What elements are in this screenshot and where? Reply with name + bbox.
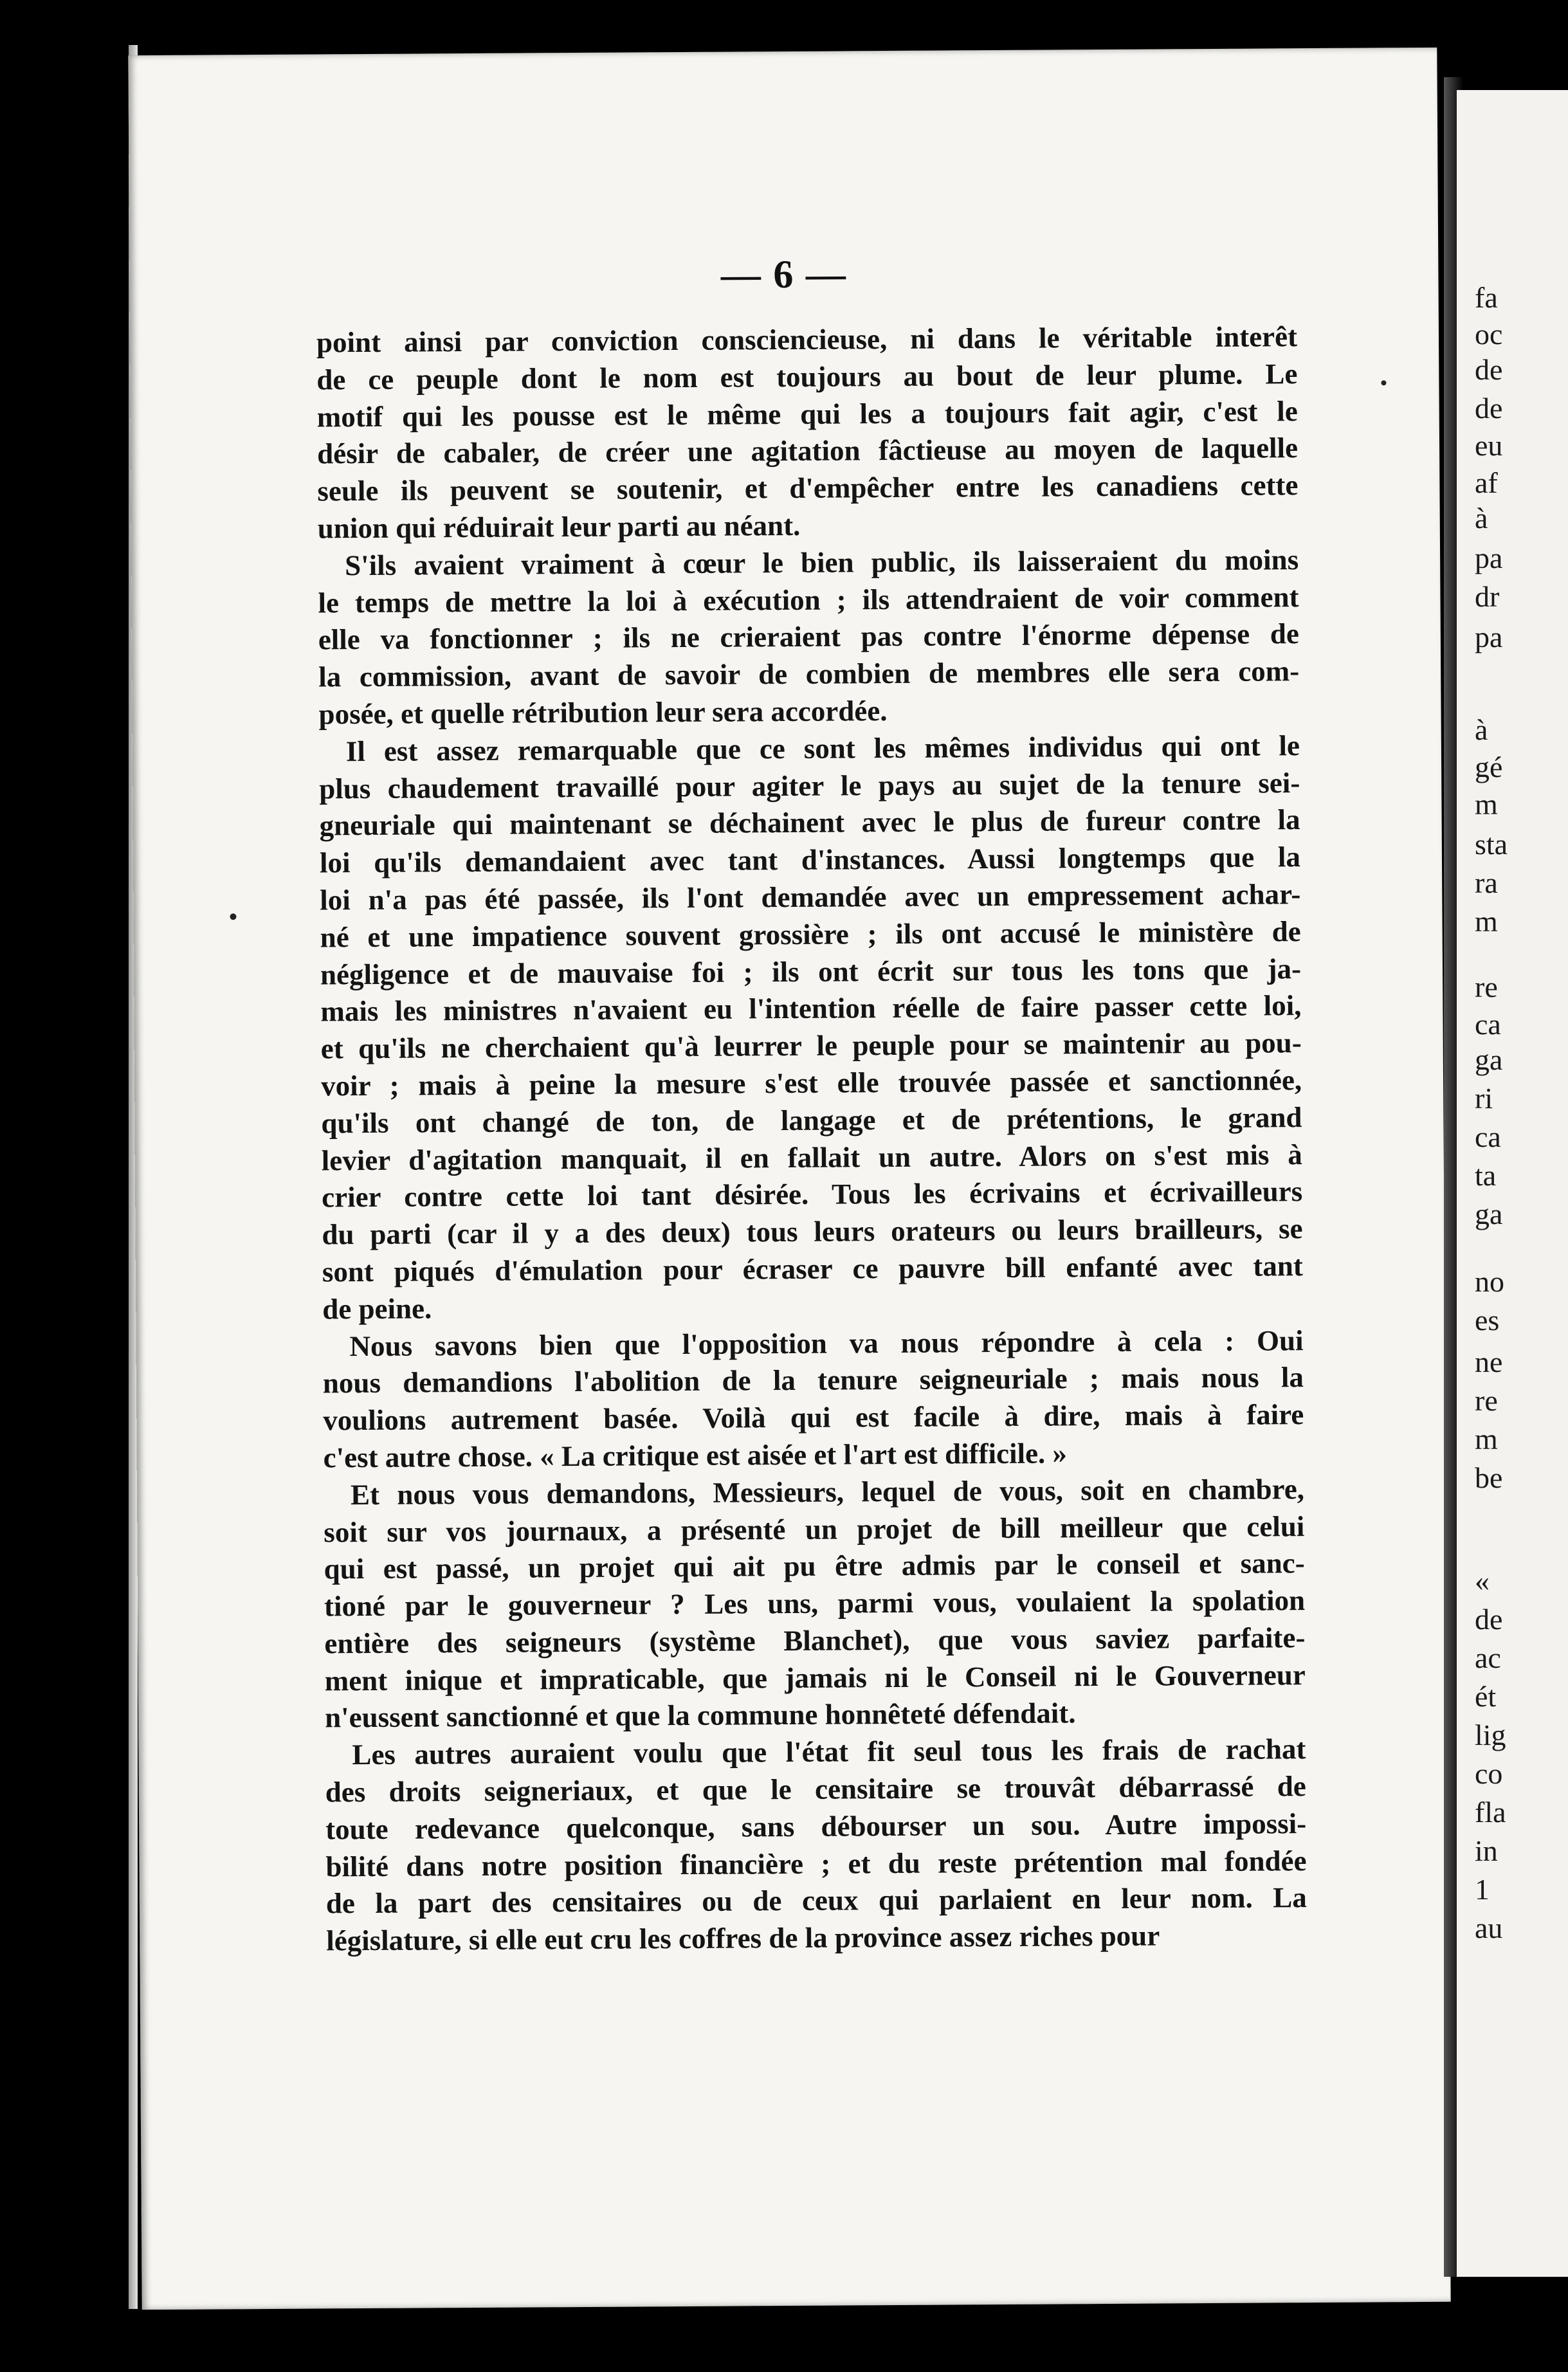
text-line: voulions autrement basée. Voilà qui est facile à dire, mais à faire [323,1398,1304,1437]
text-line: ment inique et impraticable, que jamais ni le Conseil ni le Gouverneur [324,1658,1306,1697]
paragraph [316,318,1299,547]
text-line: loi qu'ils demandaient avec tant d'instances. Aussi longtemps que la [319,841,1301,879]
next-page-fragment: ac [1475,1641,1501,1674]
text-line: mais les ministres n'avaient eu l'intention réelle de faire passer cette loi, [320,989,1302,1028]
text-line: du parti (car il y a des deux) tous leurs orateurs ou leurs brailleurs, se [322,1212,1303,1251]
text-line: Et nous vous demandons, Messieurs, lequel de vous, soit en chambre, [350,1472,1305,1511]
next-page-fragment: de [1475,392,1503,424]
text-line: le temps de mettre la loi à exécution ; ils attendraient de voir comment [318,580,1299,619]
next-page-fragment: 1 [1475,1873,1490,1906]
next-page-fragment: au [1475,1911,1503,1944]
paragraph [318,542,1300,733]
text-line: nous demandions l'abolition de la tenure seigneuriale ; mais nous la [322,1361,1304,1400]
next-page-fragment: de [1475,353,1503,386]
next-page-fragment: m [1475,788,1498,821]
text-line: posée, et quelle rétribution leur sera accordée. [318,695,888,731]
text-line: entière des seigneurs (système Blanchet), que vous saviez parfaite- [324,1621,1306,1660]
text-line: désir de cabaler, de créer une agitation fâctieuse au moyen de laquelle [316,432,1299,470]
next-page-fragment: ne [1475,1346,1503,1378]
text-line: la commission, avant de savoir de combien de membres elle sera com- [318,655,1300,693]
text-line: crier contre cette loi tant désirée. Tous les écrivains et écrivailleurs [322,1175,1303,1214]
book-page [128,48,1450,2310]
next-page-fragment: ra [1475,866,1498,899]
text-line: soit sur vos journaux, a présenté un projet de bill meilleur que celui [324,1510,1305,1548]
next-page-fragment: ga [1475,1198,1503,1230]
next-page-fragment: ri [1475,1082,1493,1115]
next-page-fragment: in [1475,1834,1498,1867]
text-line: Il est assez remarquable que ce sont les mêmes individus qui ont le [345,729,1300,767]
text-line: de la part des censitaires ou de ceux qui parlaient en leur nom. La [325,1881,1307,1920]
next-page-fragment: fla [1475,1796,1506,1829]
next-page-fragment: m [1475,1423,1498,1455]
text-line: levier d'agitation manquait, il en fallait un autre. Alors on s'est mis à [321,1138,1302,1176]
body-text [316,318,1308,1960]
next-page-fragment: à [1475,502,1488,534]
text-line: bilité dans notre position financière ; et du reste prétention mal fondée [325,1844,1307,1883]
text-line: gneuriale qui maintenant se déchainent avec le plus de fureur contre la [319,803,1300,842]
text-line: né et une impatience souvent grossière ; ils ont accusé le ministère de [320,915,1301,954]
next-page-edge [1457,90,1568,2277]
next-page-fragment: ca [1475,1008,1501,1041]
text-line: et qu'ils ne cherchaient qu'à leurrer le peuple pour se maintenir au pou- [320,1026,1302,1065]
paragraph [319,727,1304,1328]
next-page-fragment: fa [1475,281,1498,314]
next-page-fragment: dr [1475,580,1500,613]
next-page-fragment: es [1475,1304,1500,1337]
next-page-fragment: no [1475,1265,1504,1298]
text-line: c'est autre chose. « La critique est aisée et l'art est difficile. » [323,1437,1068,1474]
text-line: point ainsi par conviction consciencieuse, ni dans le véritable interêt [316,320,1298,359]
next-page-fragment: de [1475,1603,1503,1636]
text-line: S'ils avaient vraiment à cœur le bien public, ils laisseraient du moins [345,543,1299,581]
next-page-fragment: pa [1475,621,1503,653]
next-page-fragment: à [1475,713,1488,746]
text-line: législature, si elle eut cru les coffres de la province assez riches pour [326,1919,1160,1957]
text-line: de peine. [322,1292,432,1326]
next-page-fragment: ca [1475,1120,1501,1153]
paragraph [325,1731,1307,1960]
text-line: sont piqués d'émulation pour écraser ce pauvre bill enfanté avec tant [322,1250,1303,1288]
text-line: qu'ils ont changé de ton, de langage et de prétentions, le grand [321,1100,1302,1140]
text-line: négligence et de mauvaise foi ; ils ont écrit sur tous les tons que ja- [320,952,1302,990]
next-page-fragment: re [1475,971,1498,1003]
text-line: plus chaudement travaillé pour agiter le pays au sujet de la tenure sei- [319,766,1300,805]
page-number: — 6 — [720,252,848,297]
next-page-fragment: ga [1475,1043,1503,1076]
next-page-fragment: re [1475,1384,1498,1417]
next-page-fragment: af [1475,466,1498,499]
text-line: motif qui les pousse est le même qui les a toujours fait agir, c'est le [316,394,1298,433]
text-line: seule ils peuvent se soutenir, et d'empêcher entre les canadiens cette [317,469,1299,507]
paragraph [322,1322,1304,1477]
next-page-fragment: oc [1475,318,1503,351]
next-page-fragment: pa [1475,542,1503,574]
text-line: n'eussent sanctionné et que la commune honnêteté défendait. [324,1697,1076,1734]
next-page-fragment: ét [1475,1680,1497,1713]
text-line: Nous savons bien que l'opposition va nous répondre à cela : Oui [349,1324,1304,1362]
text-line: voir ; mais à peine la mesure s'est elle trouvée passée et sanctionnée, [320,1064,1302,1102]
text-line: elle va fonctionner ; ils ne crieraient pas contre l'énorme dépense de [318,617,1299,656]
paragraph [324,1471,1306,1737]
text-line: tioné par le gouverneur ? Les uns, parmi vous, voulaient la spolation [324,1584,1306,1623]
ink-speck [230,913,236,920]
text-line: qui est passé, un projet qui ait pu être admis par le conseil et sanc- [324,1547,1305,1585]
text-line: union qui réduirait leur parti au néant. [317,509,801,545]
next-page-fragment: lig [1475,1719,1506,1751]
text-line: Les autres auraient voulu que l'état fit seul tous les frais de rachat [352,1733,1306,1771]
next-page-fragment: m [1475,905,1498,938]
next-page-fragment: be [1475,1461,1503,1494]
next-page-fragment: co [1475,1757,1503,1790]
next-page-fragment: eu [1475,429,1503,462]
next-page-fragment: gé [1475,751,1503,783]
next-page-fragment: sta [1475,828,1508,861]
next-page-fragment: ta [1475,1159,1497,1192]
next-page-fragment: « [1475,1564,1490,1597]
text-line: de ce peuple dont le nom est toujours au bout de leur plume. Le [316,357,1298,396]
text-line: des droits seigneriaux, et que le censitaire se trouvât débarrassé de [325,1770,1306,1809]
ink-speck [1381,380,1386,385]
text-line: loi n'a pas été passée, ils l'ont demandée avec un empressement achar- [320,878,1301,917]
text-line: toute redevance quelconque, sans débourser un sou. Autre impossi- [325,1807,1307,1846]
